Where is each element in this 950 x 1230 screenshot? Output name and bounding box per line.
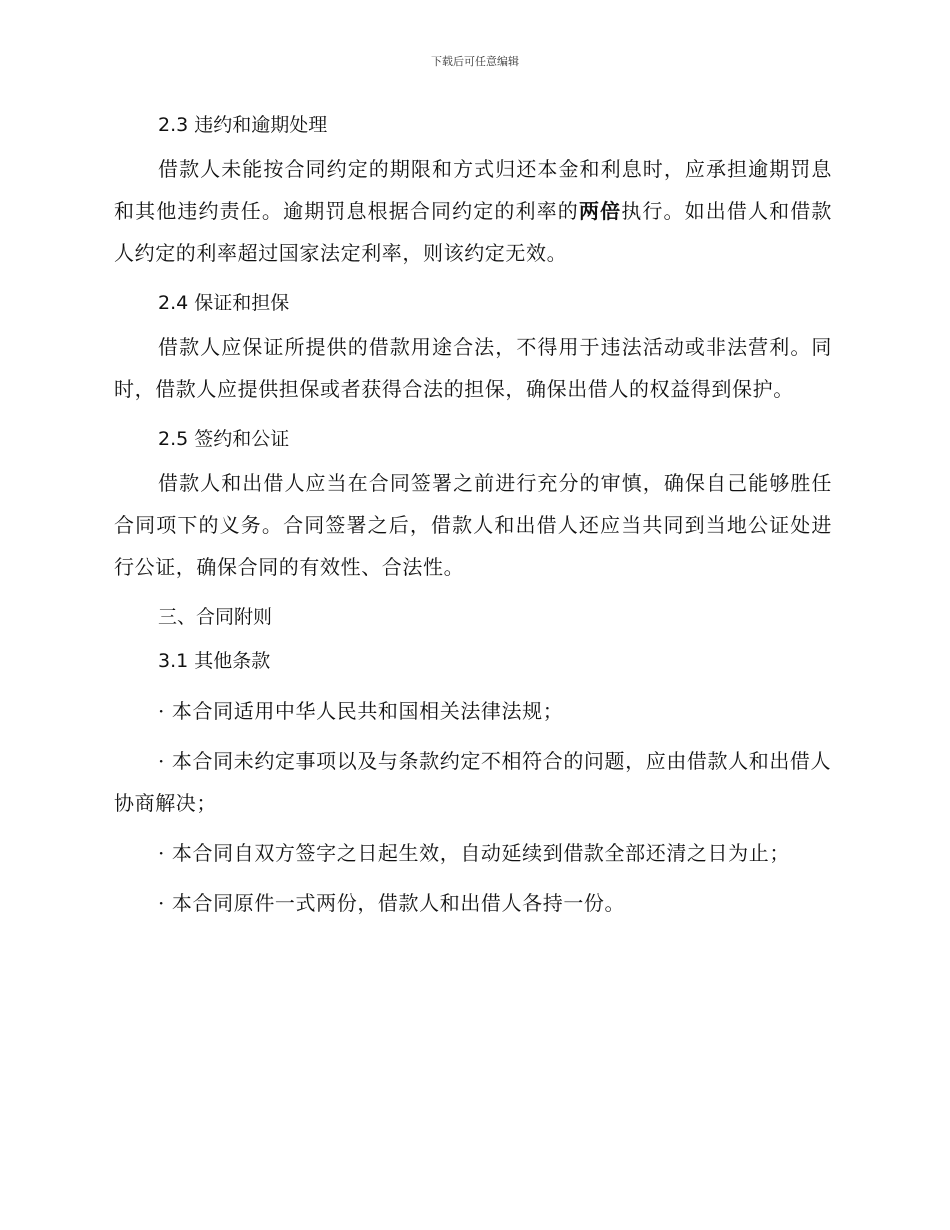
document-body xyxy=(114,110,832,924)
bullet-item: · 本合同原件一式两份，借款人和出借人各持一份。 xyxy=(158,891,626,915)
section-heading-2-4: 2.4 保证和担保 xyxy=(158,292,290,314)
bold-emphasis: 两倍 xyxy=(578,199,622,223)
section-paragraph-2-4: 借款人应保证所提供的借款用途合法，不得用于违法活动或非法营利。同时，借款人应提供担保或者获得合法的担保，确保出借人的权益得到保护。 xyxy=(114,335,832,401)
section-heading-2-5: 2.5 签约和公证 xyxy=(158,428,290,450)
bullet-item: · 本合同未约定事项以及与条款约定不相符合的问题，应由借款人和出借人协商解决； xyxy=(114,749,832,815)
chapter-heading-3: 三、合同附则 xyxy=(158,606,273,628)
section-paragraph-2-5: 借款人和出借人应当在合同签署之前进行充分的审慎，确保自己能够胜任合同项下的义务。合同签署之后，借款人和出借人还应当共同到当地公证处进行公证，确保合同的有效性、合法性。 xyxy=(114,471,832,579)
paragraph-text: 借款人未能按合同约定的期限和方式归还本金和利息时，应承担逾期罚息和其他违约责任。逾期罚息根据合同约定的利率的 xyxy=(114,157,832,223)
bullet-item: · 本合同自双方签字之日起生效，自动延续到借款全部还清之日为止； xyxy=(158,841,790,865)
section-heading-3-1: 3.1 其他条款 xyxy=(158,650,271,672)
bullet-item: · 本合同适用中华人民共和国相关法律法规； xyxy=(158,699,564,723)
section-paragraph-2-3 xyxy=(114,148,832,274)
section-heading-2-3: 2.3 违约和逾期处理 xyxy=(158,114,328,136)
paragraph-text: 执行。如出借人和借款人约定的利率超过国家法定利率，则该约定无效。 xyxy=(114,199,833,265)
page-header: 下载后可任意编辑 xyxy=(431,55,519,68)
